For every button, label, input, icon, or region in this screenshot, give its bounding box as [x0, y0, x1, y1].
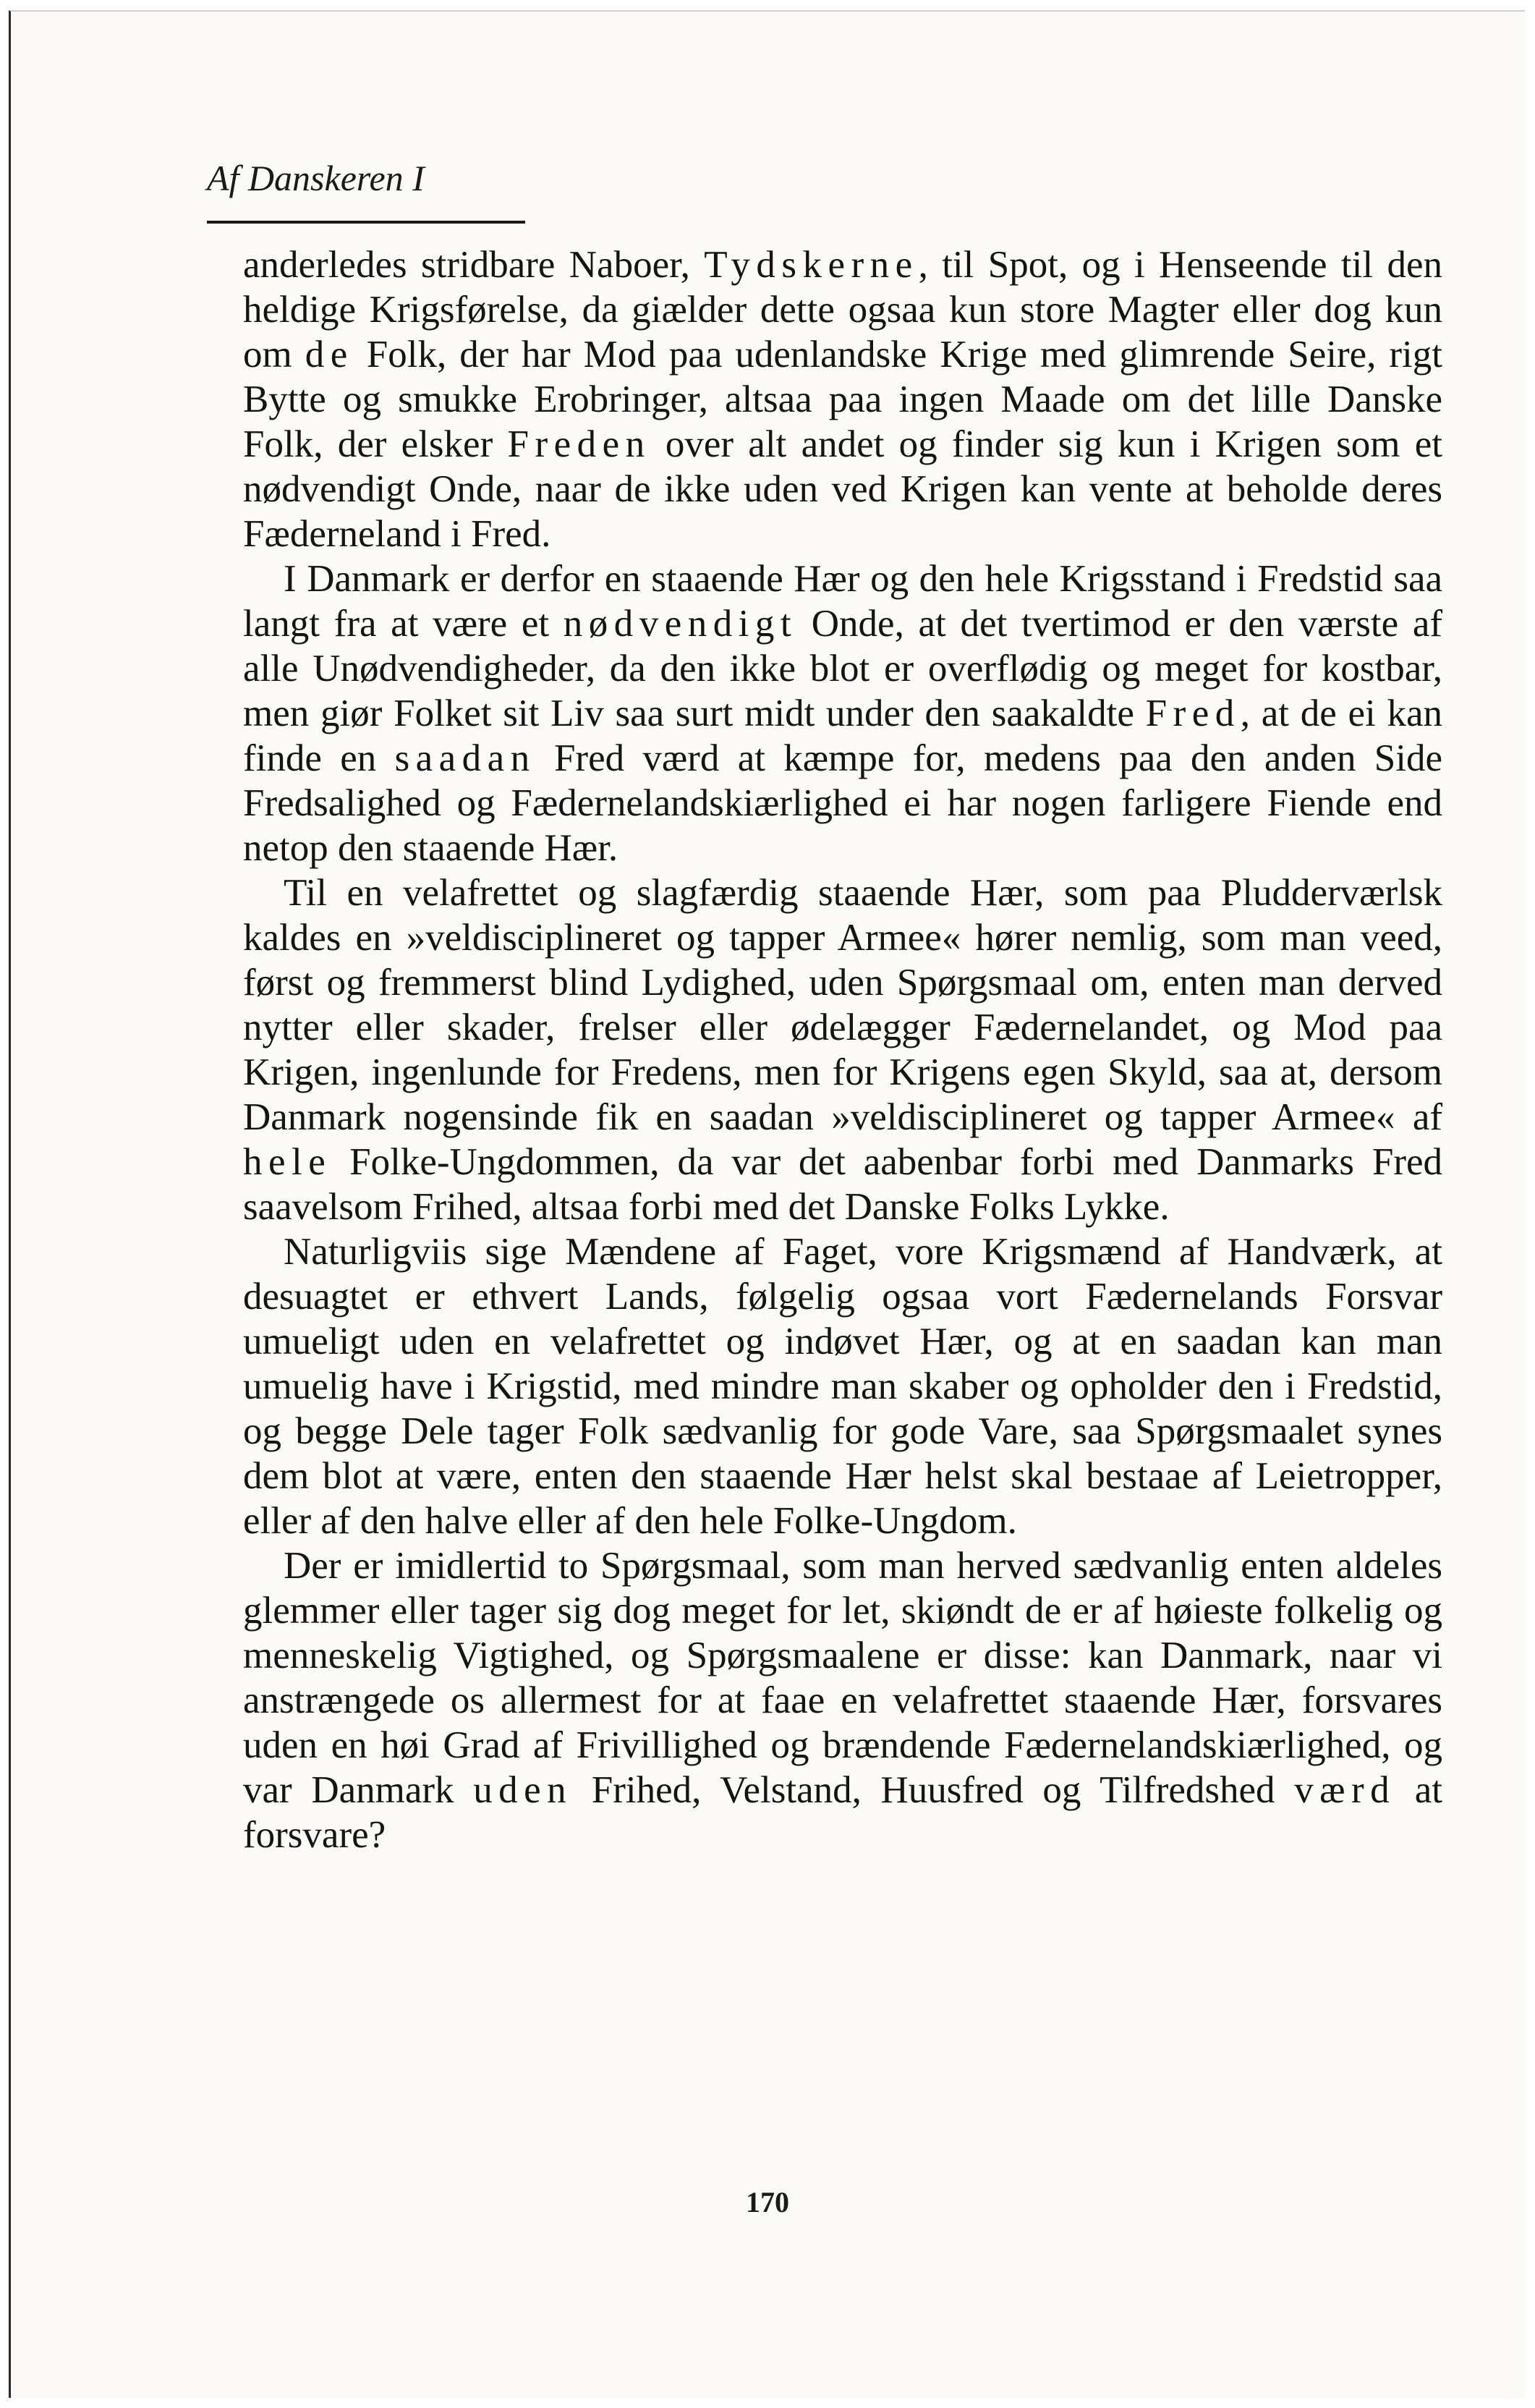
text-run: Til en velafrettet og slagfærdig staaende Hær, som paa Pludderværlsk kaldes en »veldisciplineret og tapper Armee« hører nemlig, som man veed, først og fremmerst blind Lydighed, uden Spørgsmaal om, enten man derved nytter eller skader, frelser eller ødelægger Fædernelandet, og Mod paa Krigen, ingenlunde for Fredens, men for Krigens egen Skyld, saa at, dersom Danmark nogensinde fik en saadan »veldisciplineret og tapper Armee« af — [243, 872, 1442, 1138]
spaced-text-run: uden — [473, 1769, 573, 1811]
text-run: at forsvare? — [243, 1769, 1443, 1856]
body-text — [243, 242, 1442, 1857]
spaced-text-run: værd — [1294, 1769, 1396, 1811]
spaced-text-run: nødvendigt — [563, 603, 798, 645]
spaced-text-run: de — [305, 334, 354, 376]
paragraph — [243, 556, 1442, 870]
text-run: , at de ei kan finde en — [243, 692, 1443, 779]
text-run: Fred værd at kæmpe for, medens paa den anden Side Fredsalighed og Fædernelandskiærlighed ei har nogen farligere Fiende end netop den staaende Hær. — [243, 737, 1442, 869]
paragraph — [243, 1229, 1442, 1543]
text-run: Der er imidlertid to Spørgsmaal, som man herved sædvanlig enten aldeles glemmer eller tager sig dog meget for let, skiøndt de er af høieste folkelig og menneskelig Vigtighed, og Spørgsmaalene er disse: kan Danmark, naar vi anstrængede os allermest for at faae en velafrettet staaende Hær, forsvares uden en høi Grad af Frivillighed og brændende Fædernelandskiærlighed, og var Danmark — [243, 1545, 1442, 1811]
page-number: 170 — [746, 2186, 789, 2218]
text-run: Folk, der har Mod paa udenlandske Krige med glimrende Seire, rigt Bytte og smukke Erobringer, altsaa paa ingen Maade om det lille Danske Folk, der elsker — [243, 334, 1443, 465]
paragraph — [243, 242, 1442, 556]
spaced-text-run: saadan — [394, 737, 536, 779]
text-run: Frihed, Velstand, Huusfred og Tilfredshed — [572, 1769, 1295, 1811]
text-run: anderledes stridbare Naboer, — [243, 244, 705, 286]
paragraph — [243, 870, 1442, 1229]
header-rule — [207, 221, 525, 224]
running-header: Af Danskeren I — [207, 158, 425, 198]
text-run: over alt andet og finder sig kun i Krigen som et nødvendigt Onde, naar de ikke uden ved Krigen kan vente at beholde deres Fæderneland i Fred. — [243, 423, 1442, 555]
text-run: Folke-Ungdommen, da var det aabenbar forbi med Danmarks Fred saavelsom Frihed, altsaa forbi med det Danske Folks Lykke. — [243, 1141, 1442, 1228]
spaced-text-run: Tydskerne — [704, 244, 919, 286]
paragraph — [243, 1543, 1442, 1857]
spaced-text-run: Freden — [507, 423, 651, 465]
spaced-text-run: hele — [243, 1141, 332, 1183]
spaced-text-run: Fred — [1145, 692, 1241, 734]
text-run: , til Spot, og i Henseende til den heldige Krigsførelse, da giælder dette ogsaa kun store Magter eller dog kun om — [243, 244, 1442, 376]
text-run: Naturligviis sige Mændene af Faget, vore Krigsmænd af Handværk, at desuagtet er ethvert Lands, følgelig ogsaa vort Fædernelands Forsvar umueligt uden en velafrettet og indøvet Hær, og at en saadan kan man umuelig have i Krigstid, med mindre man skaber og opholder den i Fredstid, og begge Dele tager Folk sædvanlig for gode Vare, saa Spørgsmaalet synes dem blot at være, enten den staaende Hær helst skal bestaae af Leietropper, eller af den halve eller af den hele Folke-Ungdom. — [243, 1231, 1442, 1542]
text-run: I Danmark er derfor en staaende Hær og den hele Krigsstand i Fredstid saa langt fra at være et — [243, 558, 1442, 645]
text-run: Onde, at det tvertimod er den værste af alle Unødvendigheder, da den ikke blot er overflødig og meget for kostbar, men giør Folket sit Liv saa surt midt under den saakaldte — [243, 603, 1442, 734]
